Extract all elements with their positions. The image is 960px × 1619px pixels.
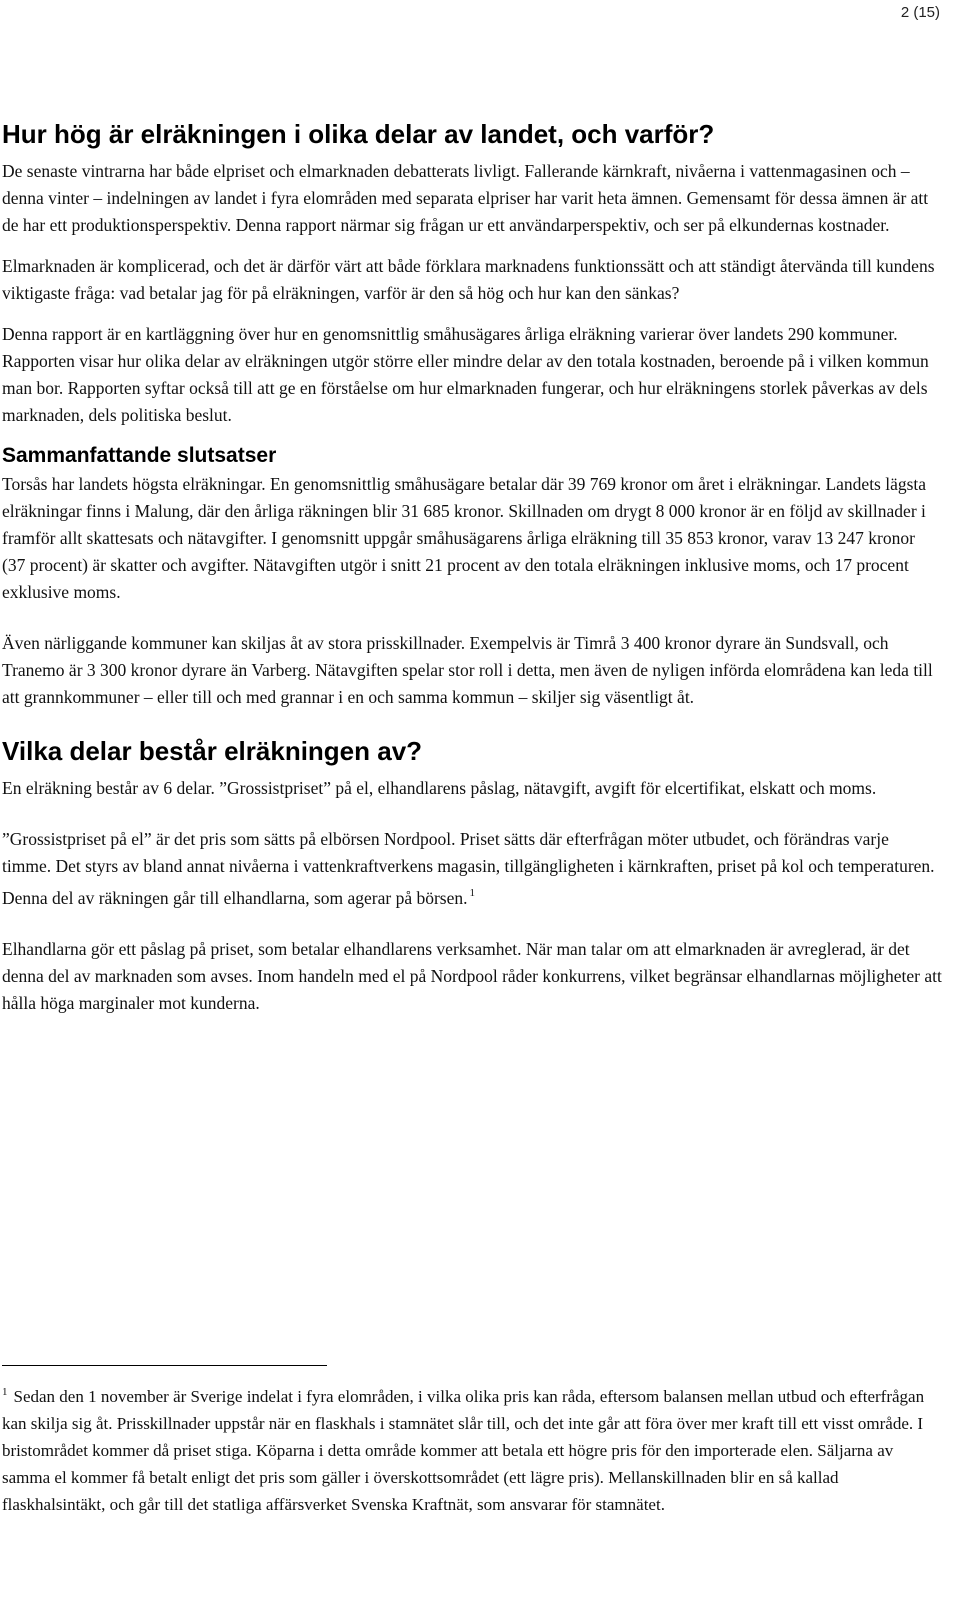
footnote-reference[interactable]: 1 [469,887,476,899]
paragraph-grossistpriset [2,826,942,912]
paragraph-elhandlarna: Elhandlarna gör ett påslag på priset, som betalar elhandlarens verksamhet. När man talar om att elmarknaden är avreglerad, är det denna del av marknaden som avses. Inom handeln med el på Nordpool råder konkurrens, vilket begränsar elhandlarnas möjligheter att hålla höga marginaler mot kunderna. [2,939,942,1013]
section-heading-slutsatser: Sammanfattande slutsatser [2,444,277,467]
footnote-text: Sedan den 1 november är Sverige indelat i fyra elområden, i vilka olika pris kan råda, eftersom balansen mellan utbud och efterfrågan kan skilja sig åt. Prisskillnader uppstår när en flaskhals i stamnätet slår till, och det inte går att föra över mer kraft till ett visst område. I bristområdet kommer då priset stiga. Köparna i detta område kommer att betala ett högre pris för den importerade elen. Säljarna av samma el kommer få betalt enligt det pris som gäller i överskottsområdet (ett lägre pris). Mellanskillnaden blir en så kallad flaskhalsintäkt, och går till det statliga affärsverket Svenska Kraftnät, som ansvarar för stamnätet. [2,1387,925,1514]
grossistpriset-text: ”Grossistpriset på el” är det pris som sätts på elbörsen Nordpool. Priset sätts där efterfrågan möter utbudet, och förändras varje timme. Det styrs av bland annat nivåerna i vattenkraftverkens magasin, tillgängligheten i kärnkraften, priset på kol och temperaturen. Denna del av räkningen går till elhandlarna, som agerar på börsen. [2,829,935,908]
main-content [2,118,942,1017]
page-number: 2 (15) [900,4,940,21]
paragraph-sex-delar: En elräkning består av 6 delar. ”Grossistpriset” på el, elhandlarens påslag, nätavgift, avgift för elcertifikat, elskatt och moms. [2,778,877,798]
section-heading-delar: Vilka delar består elräkningen av? [2,736,423,766]
paragraph-narliggande: Även närliggande kommuner kan skiljas åt av stora prisskillnader. Exempelvis är Timrå 3 400 kronor dyrare än Sundsvall, och Tranemo är 3 300 kronor dyrare än Varberg. Nätavgiften spelar stor roll i detta, men även de nyligen införda elområdena kan leda till att grannkommuner – eller till och med grannar i en och samma kommun – skiljer sig väsentligt åt. [2,633,933,707]
footnote-divider [2,1365,327,1366]
paragraph-elmarknaden: Elmarknaden är komplicerad, och det är därför värt att både förklara marknadens funktionssätt och att ständigt återvända till kundens viktigaste fråga: vad betalar jag för på elräkningen, varför är den så hög och hur kan den sänkas? [2,256,935,303]
footnote-marker: 1 [2,1386,8,1398]
section-heading-elrakning-hog: Hur hög är elräkningen i olika delar av landet, och varför? [2,119,715,149]
paragraph-kartlaggning: Denna rapport är en kartläggning över hur en genomsnittlig småhusägares årliga elräkning varierar över landets 290 kommuner. Rapporten visar hur olika delar av elräkningen utgör större eller mindre delar av den totala kostnaden, beroende på i vilken kommun man bor. Rapporten syftar också till att ge en förståelse om hur elmarknaden fungerar, och hur elräkningens storlek påverkas av dels marknaden, dels politiska beslut. [2,324,929,425]
footnote [2,1379,942,1518]
paragraph-intro: De senaste vintrarna har både elpriset och elmarknaden debatterats livligt. Fallerande kärnkraft, nivåerna i vattenmagasinen och – denna vinter – indelningen av landet i fyra elområden med separata elpriser har varit heta ämnen. Gemensamt för dessa ämnen är att de har ett produktionsperspektiv. Denna rapport närmar sig frågan ur ett användarperspektiv, och ser på elkundernas kostnader. [2,161,929,235]
paragraph-torsas: Torsås har landets högsta elräkningar. En genomsnittlig småhusägare betalar där 39 769 kronor om året i elräkningar. Landets lägsta elräkningar finns i Malung, där den årliga räkningen blir 31 685 kronor. Skillnaden om drygt 8 000 kronor är en följd av skillnader i framför allt skattesats och nätavgifter. I genomsnitt uppgår småhusägarens årliga elräkning till 35 853 kronor, varav 13 247 kronor (37 procent) är skatter och avgifter. Nätavgiften utgör i snitt 21 procent av den totala elräkningen inklusive moms, och 17 procent exklusive moms. [2,474,927,602]
